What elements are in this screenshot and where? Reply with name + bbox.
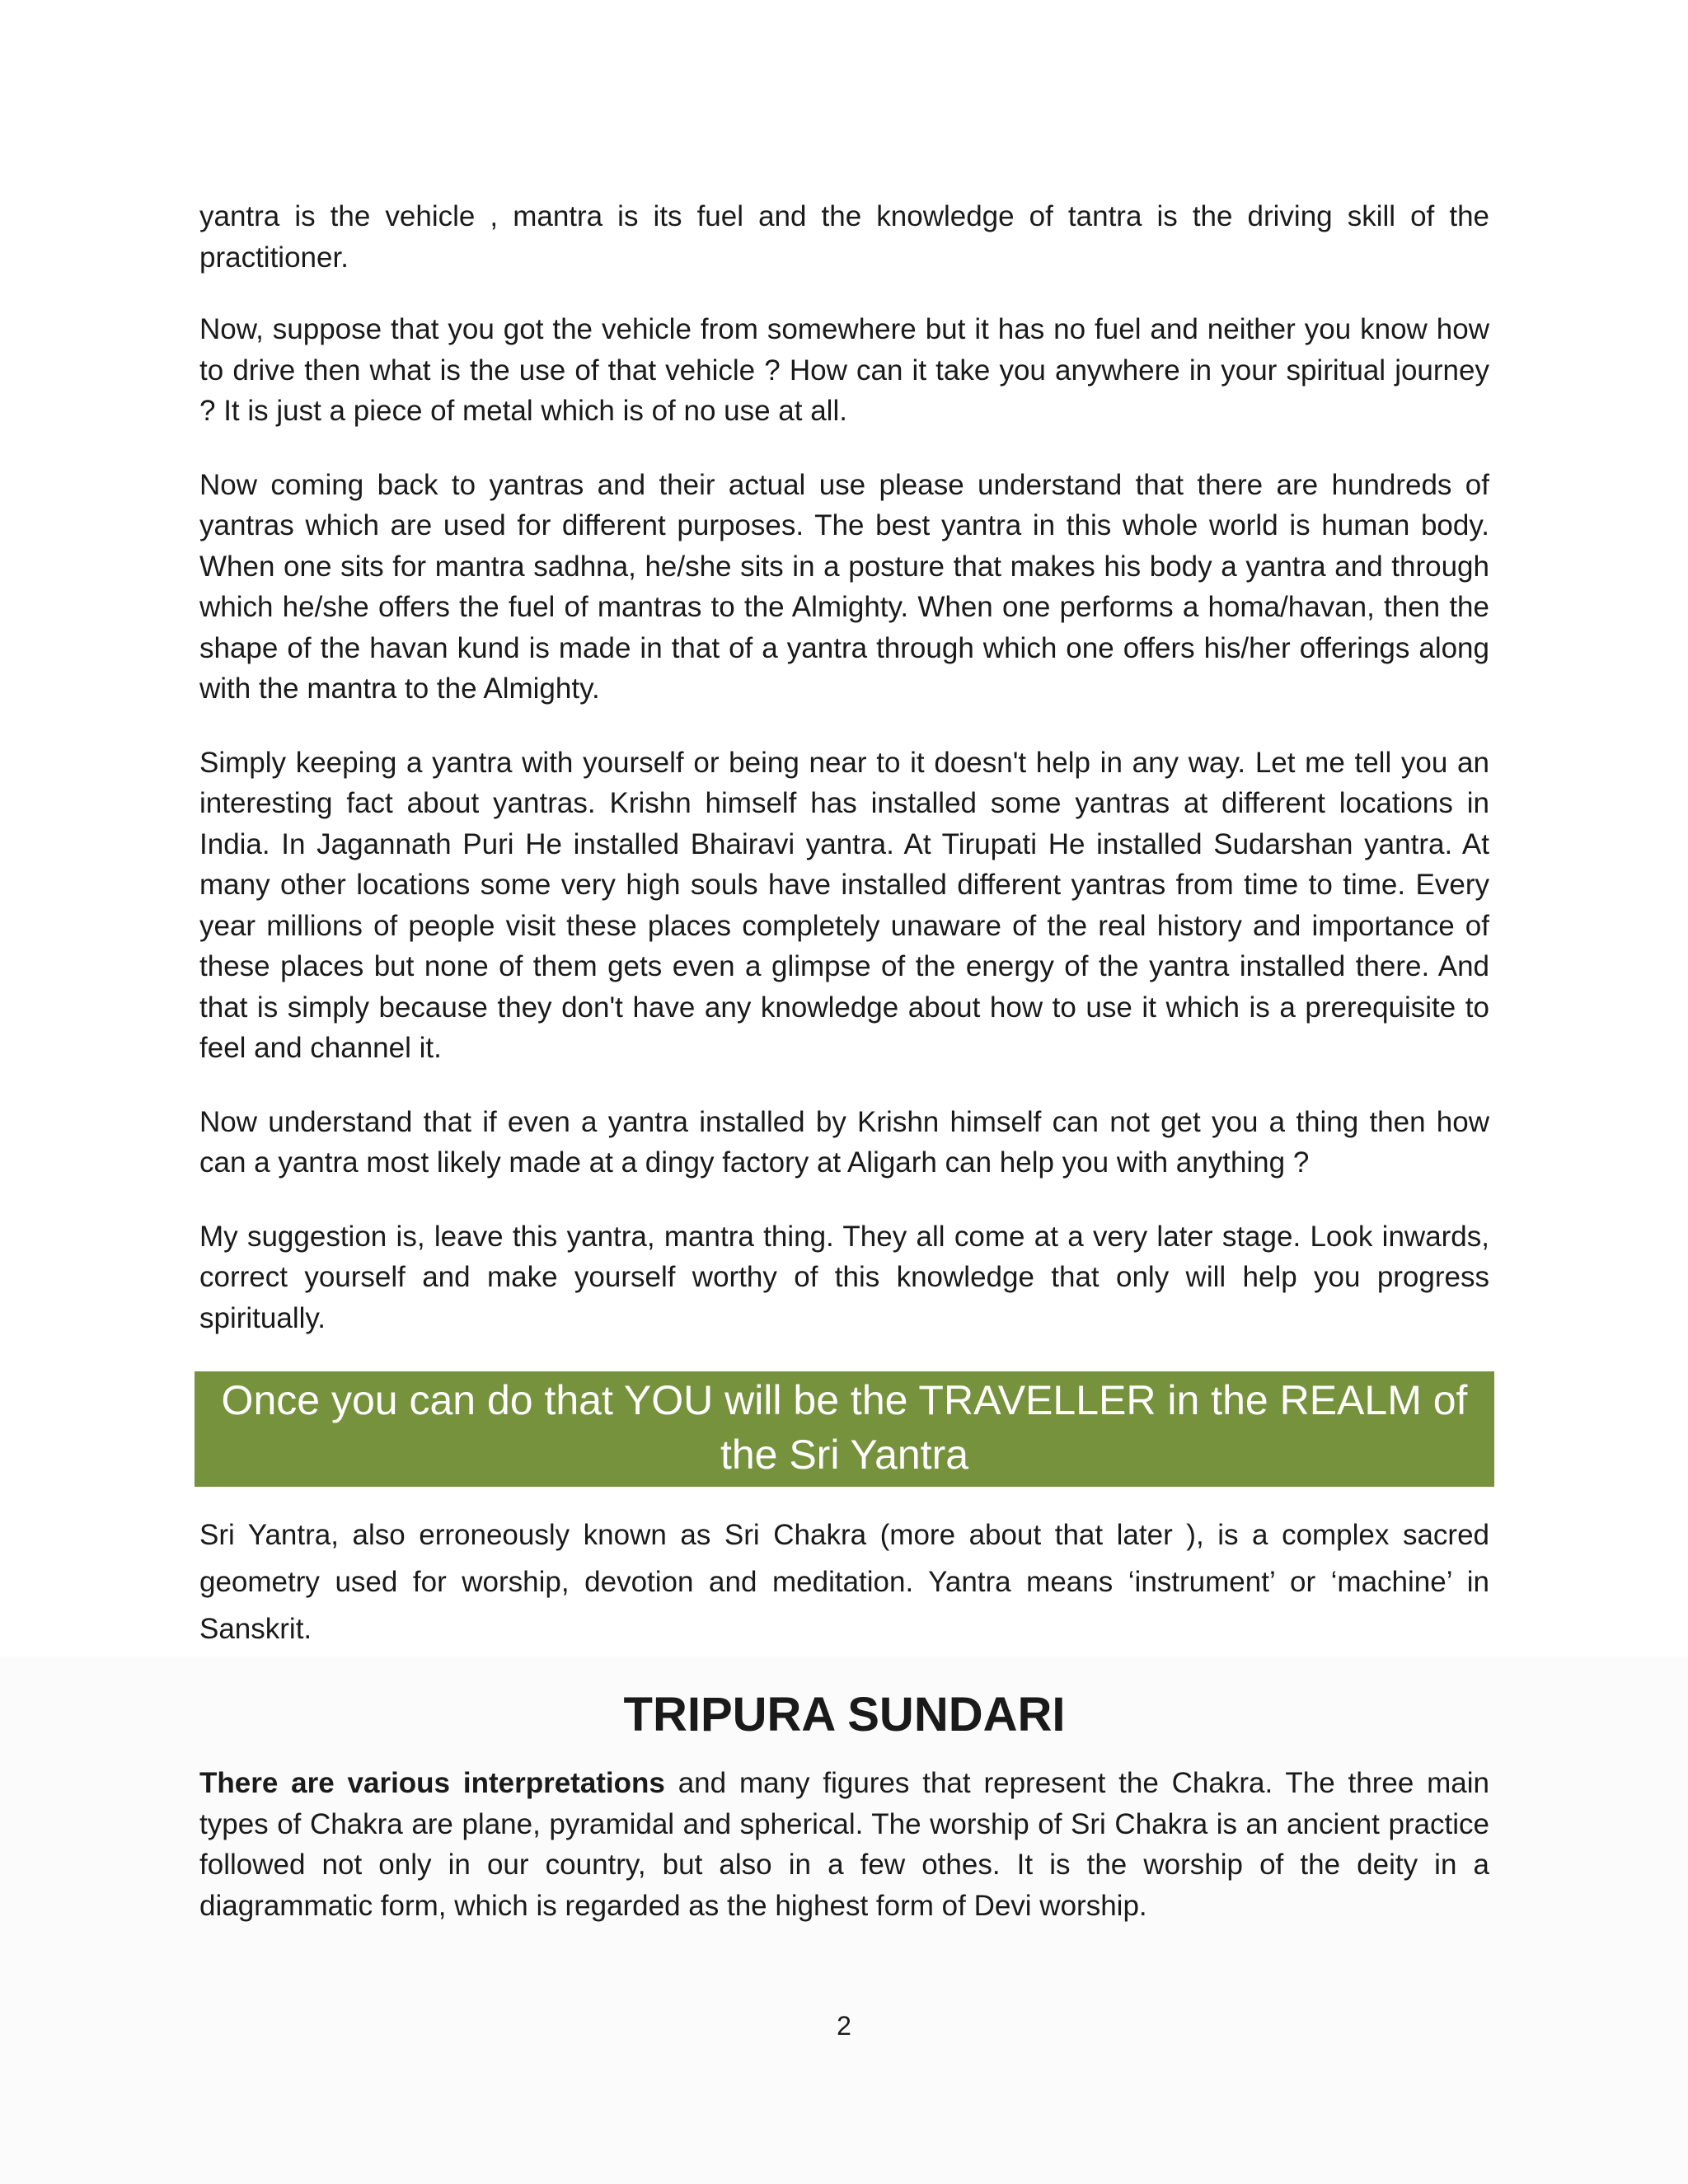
paragraph-interpretations xyxy=(199,1763,1489,1926)
highlight-banner: Once you can do that YOU will be the TRAVELLER in the REALM of the Sri Yantra xyxy=(195,1371,1494,1487)
paragraph-bold-lead: There are various interpretations xyxy=(199,1767,665,1799)
page-number: 2 xyxy=(837,2011,851,2041)
paragraph-sri-yantra: Sri Yantra, also erroneously known as Sri Chakra (more about that later ), is a complex sacred geometry used for worship, devotion and meditation. Yantra means ‘instrument’ or ‘machine’ in Sanskrit. xyxy=(199,1519,1489,1645)
paragraph-vehicle-without-fuel: Now, suppose that you got the vehicle from somewhere but it has no fuel and neither you know how to drive then what is the use of that vehicle ? How can it take you anywhere in your spiritual journey ? It is just a piece of metal which is of no use at all. xyxy=(199,313,1489,427)
page-content xyxy=(199,196,1489,1959)
paragraph-body: and many figures that represent the Chakra. The three main types of Chakra are plane, pyramidal and spherical. The worship of Sri Chakra is an ancient practice followed not only in our country, but also in a few othes. It is the worship of the deity in a diagrammatic form, which is regarded as the highest form of Devi worship. xyxy=(199,1767,1489,1922)
paragraph-aligarh-yantra: Now understand that if even a yantra installed by Krishn himself can not get you a thing then how can a yantra most likely made at a dingy factory at Aligarh can help you with anything ? xyxy=(199,1105,1489,1179)
paragraph-suggestion: My suggestion is, leave this yantra, mantra thing. They all come at a very later stage. Look inwards, correct yourself and make yourself worthy of this knowledge that only will help you progress spiritually. xyxy=(199,1220,1489,1334)
paragraph-vehicle-analogy: yantra is the vehicle , mantra is its fuel and the knowledge of tantra is the driving skill of the practitioner. xyxy=(199,200,1489,274)
section-heading: TRIPURA SUNDARI xyxy=(623,1688,1066,1741)
paragraph-yantras-use: Now coming back to yantras and their actual use please understand that there are hundreds of yantras which are used for different purposes. The best yantra in this whole world is human body. When one sits for mantra sadhna, he/she sits in a posture that makes his body a yantra and through which he/she offers the fuel of mantras to the Almighty. When one performs a homa/havan, then the shape of the havan kund is made in that of a yantra through which one offers his/her offerings along with the mantra to the Almighty. xyxy=(199,468,1489,705)
paragraph-installed-yantras: Simply keeping a yantra with yourself or being near to it doesn't help in any way. Let me tell you an interesting fact about yantras. Krishn himself has installed some yantras at different locations in India. In Jagannath Puri He installed Bhairavi yantra. At Tirupati He installed Sudarshan yantra. At many other locations some very high souls have installed different yantras from time to time. Every year millions of people visit these places completely unaware of the real history and importance of these places but none of them gets even a glimpse of the energy of the yantra installed there. And that is simply because they don't have any knowledge about how to use it which is a prerequisite to feel and channel it. xyxy=(199,746,1489,1064)
